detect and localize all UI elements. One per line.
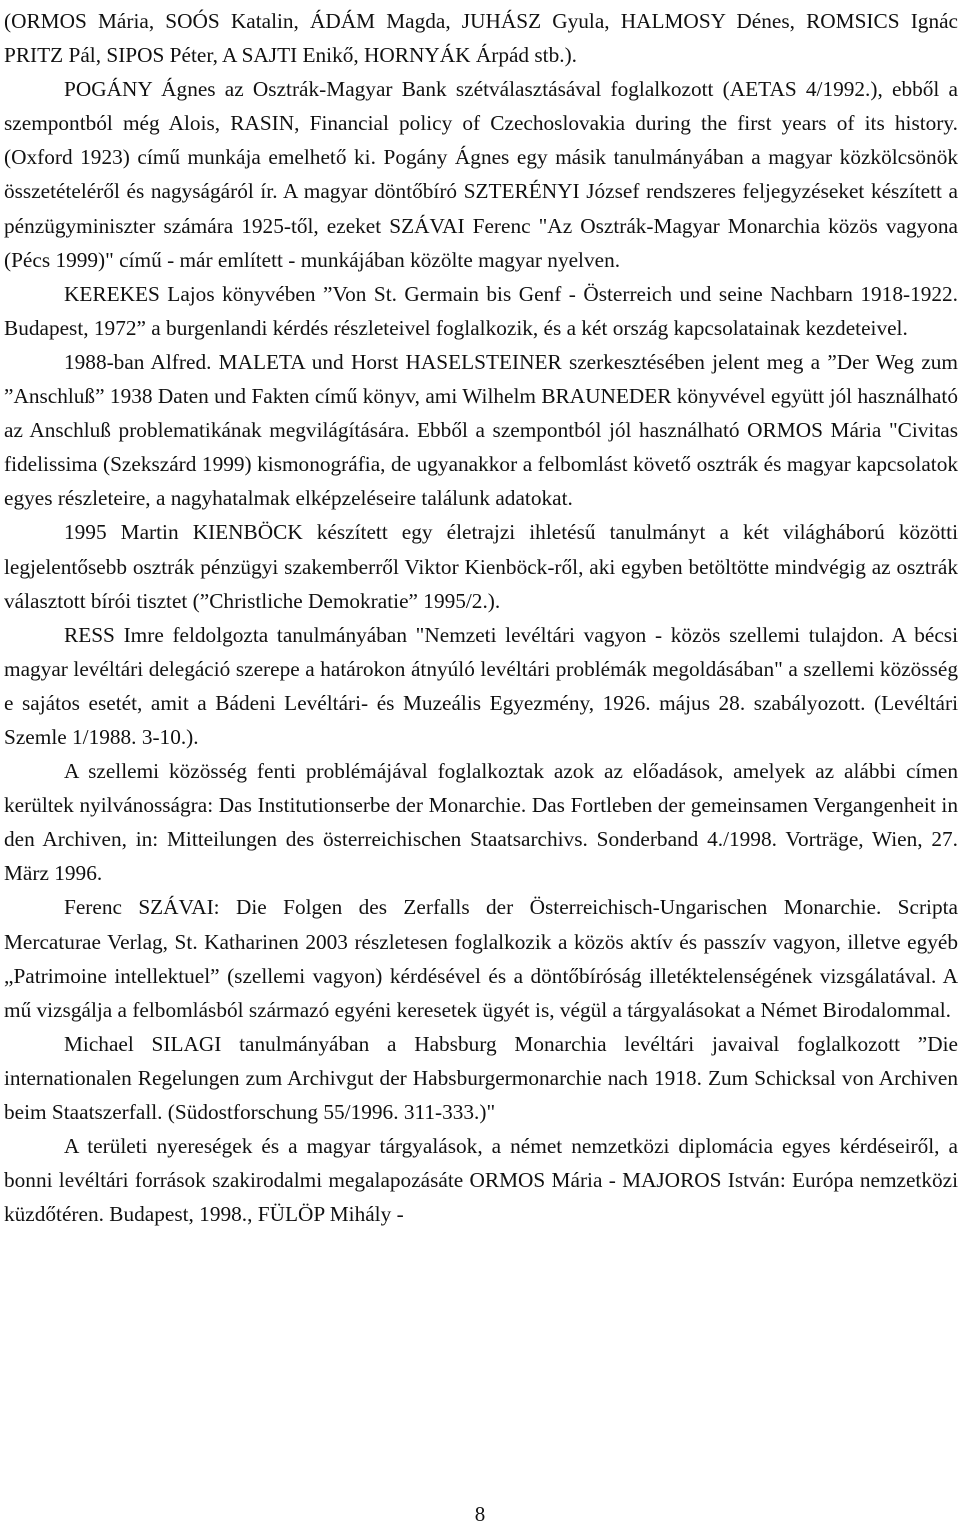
paragraph-7: A szellemi közösség fenti problémájával foglalkoztak azok az előadások, amelyek az alábbi címen kerültek nyilvánosságra: Das Institutionserbe der Monarchie. Das Fortleben der gemeinsamen Vergangenheit in den Archiven, in: Mitteilungen des österreichischen Staatsarchivs. Sonderband 4./1998. Vorträge, Wien, 27. März 1996. (4, 759, 958, 886)
paragraph-2: POGÁNY Ágnes az Osztrák-Magyar Bank szétválasztásával foglalkozott (AETAS 4/1992.), ebből a szempontból még Alois, RASIN, Financial policy of Czechoslovakia during the first years of its history. (Oxford 1923) című munkája emelhető ki. Pogány Ágnes egy másik tanulmányában a magyar közkölcsönök összetételéről és nagyságáról ír. A magyar döntőbíró SZTERÉNYI József rendszeres feljegyzéseket készített a pénzügyminiszter számára 1925-től, ezeket SZÁVAI Ferenc "Az Osztrák-Magyar Monarchia közös vagyona (Pécs 1999)" című - már említett - munkájában közölte magyar nyelven. (4, 77, 958, 272)
paragraph-9: Michael SILAGI tanulmányában a Habsburg Monarchia levéltári javaival foglalkozott ”Die internationalen Regelungen zum Archivgut der Habsburgermonarchie nach 1918. Zum Schicksal von Archiven beim Staatszerfall. (Südostforschung 55/1996. 311-333.)" (4, 1031, 958, 1124)
body-text (4, 4, 958, 1231)
paragraph-3: KEREKES Lajos könyvében ”Von St. Germain bis Genf - Österreich und seine Nachbarn 1918-1922. Budapest, 1972” a burgenlandi kérdés részleteivel foglalkozik, és a két ország kapcsolatainak kezdeteivel. (4, 281, 958, 340)
paragraph-10: A területi nyereségek és a magyar tárgyalások, a német nemzetközi diplomácia egyes kérdéseiről, a bonni levéltári források szakirodalmi megalapozásáte ORMOS Mária - MAJOROS István: Európa nemzetközi küzdőtéren. Budapest, 1998., FÜLÖP Mihály - (4, 1134, 958, 1227)
paragraph-4: 1988-ban Alfred. MALETA und Horst HASELSTEINER szerkesztésében jelent meg a ”Der Weg zum ”Anschluß” 1938 Daten und Fakten című könyv, ami Wilhelm BRAUNEDER könyvével együtt jól használható az Anschluß problematikának megvilágítására. Ebből a szempontból jól használható ORMOS Mária "Civitas fidelissima (Szekszárd 1999) kismonográfia, de ugyanakkor a felbomlást követő osztrák és magyar kapcsolatok egyes részleteire, a nagyhatalmak elképzeléseire találunk adatokat. (4, 349, 958, 511)
page-number: 8 (474, 1502, 486, 1526)
paragraph-6: RESS Imre feldolgozta tanulmányában "Nemzeti levéltári vagyon - közös szellemi tulajdon. A bécsi magyar levéltári delegáció szerepe a határokon átnyúló levéltári problémák megoldásában" a szellemi közösség e sajátos esetét, amit a Bádeni Levéltári- és Muzeális Egyezmény, 1926. május 28. szabályozott. (Levéltári Szemle 1/1988. 3-10.). (4, 622, 958, 749)
paragraph-5: 1995 Martin KIENBÖCK készített egy életrajzi ihletésű tanulmányt a két világháború közötti legjelentősebb osztrák pénzügyi szakemberről Viktor Kienböck-ről, aki egyben betöltötte mindvégig az osztrák választott bírói tisztet (”Christliche Demokratie” 1995/2.). (4, 520, 958, 613)
paragraph-8: Ferenc SZÁVAI: Die Folgen des Zerfalls der Österreichisch-Ungarischen Monarchie. Scripta Mercaturae Verlag, St. Katharinen 2003 részletesen foglalkozik a közös aktív és passzív vagyon, illetve egyéb „Patrimoine intellektuel” (szellemi vagyon) kérdésével és a döntőbíróság illetéktelenségének vizsgálatával. A mű vizsgálja a felbomlásból származó egyéni keresetek ügyét is, végül a tárgyalásokat a Német Birodalommal. (4, 895, 958, 1022)
paragraph-1: (ORMOS Mária, SOÓS Katalin, ÁDÁM Magda, JUHÁSZ Gyula, HALMOSY Dénes, ROMSICS Ignác PRITZ Pál, SIPOS Péter, A SAJTI Enikő, HORNYÁK Árpád stb.). (4, 9, 958, 68)
